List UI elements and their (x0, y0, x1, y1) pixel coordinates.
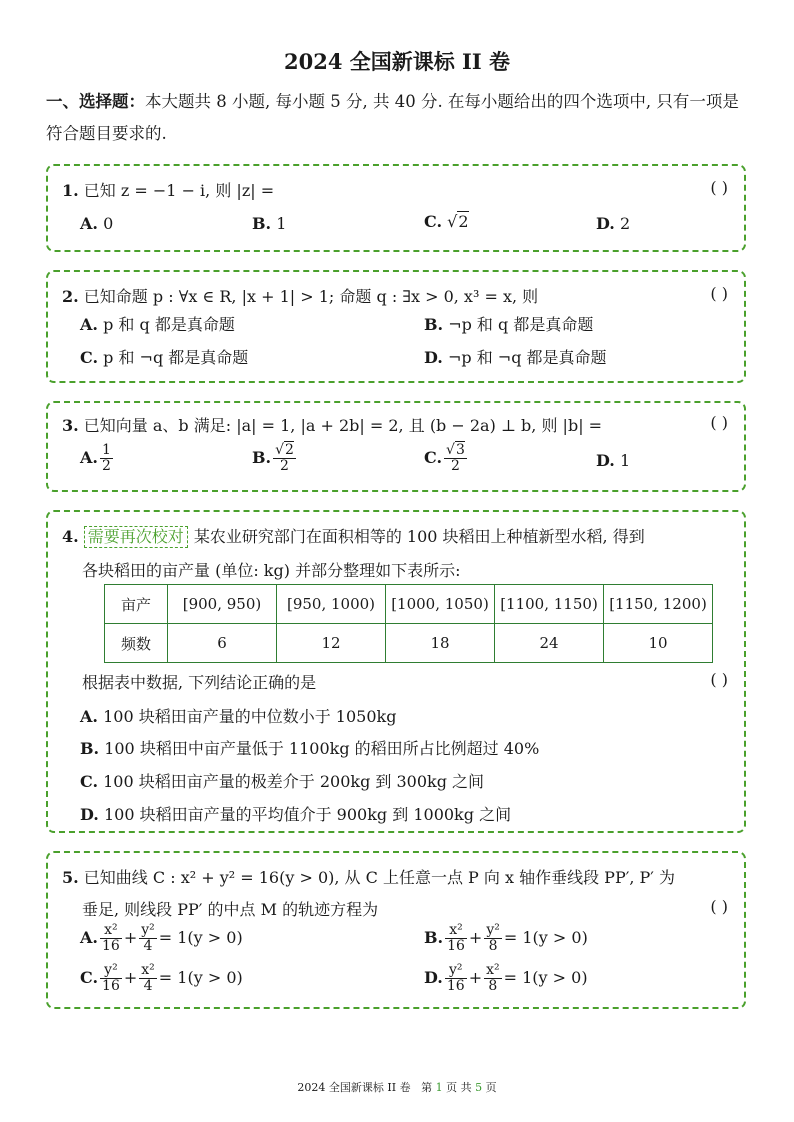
page-total: 5 (475, 1081, 483, 1094)
sqrt-symbol: √ (275, 442, 285, 458)
q3-option-b[interactable]: B. $\frac{√2}{2}$ (252, 442, 294, 474)
q5-stem-line-1 (62, 865, 730, 888)
q4-option-a[interactable]: A. 100 块稻田亩产量的中位数小于 1050kg (80, 707, 397, 726)
q2-option-c[interactable]: C. p 和 ¬q 都是真命题 (80, 348, 249, 367)
q2-stem: 已知命题 p : ∀x ∈ R, |x + 1| > 1; 命题 q : ∃x > 0, x³ = x, 则 (83, 287, 539, 306)
q4-stem-line-1 (62, 524, 730, 548)
q4-number: 4. (62, 527, 79, 546)
q3-option-a[interactable]: A. $\frac{1}{2}$ (80, 442, 111, 474)
q2-option-a[interactable]: A. p 和 q 都是真命题 (80, 315, 235, 334)
q2-number: 2. (62, 287, 79, 306)
q4-option-b[interactable]: B. 100 块稻田中亩产量低于 1100kg 的稻田所占比例超过 40% (80, 739, 540, 758)
table-cell: [1100, 1150) (495, 585, 604, 624)
q1-option-a[interactable]: A. 0 (80, 214, 114, 233)
page-footer: 2024 全国新课标 II 卷 第 1 页 共 5 页 (297, 1081, 497, 1094)
q5-option-c[interactable]: C. $\frac{\text{y²}}{16}$ + $\frac{\text{x²}}{4}$ = 1(y > 0) (80, 962, 243, 994)
q1-stem: 已知 z = −1 − i, 则 |z| = (83, 181, 275, 200)
q4-stem-2: 各块稻田的亩产量 (单位: kg) 并部分整理如下表所示: (82, 561, 461, 580)
q3-option-c[interactable]: C. $\frac{√3}{2}$ (424, 442, 465, 474)
answer-paren: ( ) (710, 178, 728, 197)
fraction: $\frac{\text{y²}}{16}$ (102, 962, 120, 994)
q5-option-b[interactable]: B. $\frac{\text{x²}}{16}$ + $\frac{\text{y²}}{8}$ = 1(y > 0) (424, 922, 588, 954)
q1-option-c[interactable]: C. √2 (424, 212, 469, 231)
table-cell: 频数 (105, 624, 168, 663)
fraction: $\frac{1}{2}$ (101, 442, 111, 474)
page-title: 2024 全国新课标 II 卷 (283, 49, 511, 74)
answer-paren: ( ) (710, 670, 728, 689)
q4-option-c[interactable]: C. 100 块稻田亩产量的极差介于 200kg 到 300kg 之间 (80, 772, 485, 791)
q5-stem-line-2 (82, 897, 730, 920)
fraction: $\frac{\text{y²}}{8}$ (486, 922, 500, 954)
question-1 (46, 164, 746, 252)
q5-stem-1: 已知曲线 C : x² + y² = 16(y > 0), 从 C 上任意一点 P 向 x 轴作垂线段 PP′, P′ 为 (83, 868, 676, 887)
q5-number: 5. (62, 868, 79, 887)
fraction: $\frac{√2}{2}$ (275, 442, 294, 474)
table-cell: 18 (386, 624, 495, 663)
table-cell: 10 (604, 624, 713, 663)
sqrt-symbol: √ (447, 212, 458, 231)
section-label: 一、选择题： (46, 92, 145, 111)
page-number: 1 (435, 1081, 443, 1094)
answer-paren: ( ) (710, 413, 728, 432)
table-cell: 24 (495, 624, 604, 663)
q1-option-b[interactable]: B. 1 (252, 214, 287, 233)
q1-stem-line (62, 178, 730, 201)
q4-question: 根据表中数据, 下列结论正确的是 (82, 673, 317, 692)
fraction: $\frac{√3}{2}$ (446, 442, 465, 474)
q5-option-a[interactable]: A. $\frac{\text{x²}}{16}$ + $\frac{\text{y²}}{4}$ = 1(y > 0) (80, 922, 243, 954)
fraction: $\frac{\text{x²}}{16}$ (447, 922, 465, 954)
q4-stem-1: 某农业研究部门在面积相等的 100 块稻田上种植新型水稻, 得到 (193, 527, 645, 546)
answer-paren: ( ) (710, 897, 728, 916)
table-cell: 6 (168, 624, 277, 663)
question-4 (46, 510, 746, 833)
q2-stem-line (62, 284, 730, 307)
section-heading (46, 86, 746, 150)
q3-stem-line (62, 413, 730, 436)
table-cell: [950, 1000) (277, 585, 386, 624)
table-cell: [900, 950) (168, 585, 277, 624)
question-3 (46, 401, 746, 492)
q3-stem: 已知向量 a、b 满足: |a| = 1, |a + 2b| = 2, 且 (b − 2a) ⊥ b, 则 |b| = (83, 416, 603, 435)
question-5 (46, 851, 746, 1009)
q4-question-line (82, 670, 730, 693)
question-2 (46, 270, 746, 383)
table-cell: [1150, 1200) (604, 585, 713, 624)
q3-option-d[interactable]: D. 1 (596, 451, 631, 470)
review-badge: 需要再次校对 (84, 526, 188, 548)
section-description: 本大题共 8 小题, 每小题 5 分, 共 40 分. 在每小题给出的四个选项中, 只有一项是符合题目要求的. (46, 92, 739, 143)
table-row (105, 585, 713, 624)
fraction: $\frac{\text{y²}}{4}$ (141, 922, 155, 954)
fraction: $\frac{\text{x²}}{8}$ (486, 962, 500, 994)
fraction: $\frac{\text{x²}}{16}$ (101, 922, 120, 954)
table-cell: 12 (277, 624, 386, 663)
table-cell: 亩产 (105, 585, 168, 624)
q2-option-d[interactable]: D. ¬p 和 ¬q 都是真命题 (424, 348, 607, 367)
table-cell: [1000, 1050) (386, 585, 495, 624)
q5-option-d[interactable]: D. $\frac{\text{y²}}{16}$ + $\frac{\text{x²}}{8}$ = 1(y > 0) (424, 962, 588, 994)
fraction: $\frac{\text{x²}}{4}$ (141, 962, 155, 994)
q4-option-d[interactable]: D. 100 块稻田亩产量的平均值介于 900kg 到 1000kg 之间 (80, 805, 512, 824)
footer-title: 2024 全国新课标 II 卷 (297, 1081, 411, 1094)
q5-stem-2: 垂足, 则线段 PP′ 的中点 M 的轨迹方程为 (82, 900, 379, 919)
table-row (105, 624, 713, 663)
q1-option-d[interactable]: D. 2 (596, 214, 631, 233)
q3-number: 3. (62, 416, 79, 435)
q1-number: 1. (62, 181, 79, 200)
frequency-table (104, 584, 713, 663)
answer-paren: ( ) (710, 284, 728, 303)
sqrt-symbol: √ (446, 442, 455, 458)
fraction: $\frac{\text{y²}}{16}$ (446, 962, 465, 994)
q2-option-b[interactable]: B. ¬p 和 q 都是真命题 (424, 315, 594, 334)
